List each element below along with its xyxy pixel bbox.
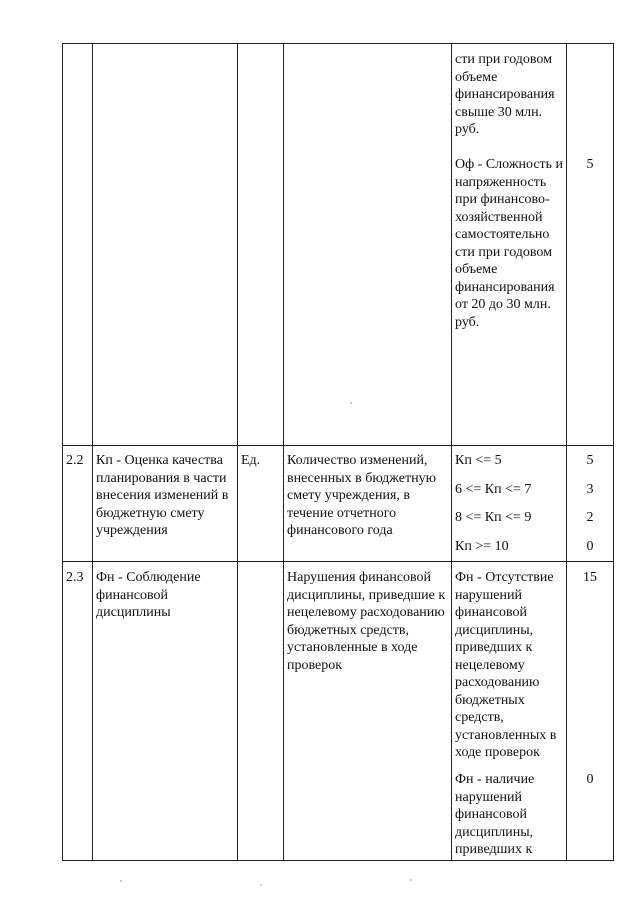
column-divider-4 [451,43,452,861]
criteria-text: Оф - Сложность и напряженность при финансово-хозяйственной самостоятельно сти при годовом объеме финансирования от 20 до 30 млн. руб. [455,157,564,330]
row-2-2-description: Количество изменений, внесенных в бюджетную смету учреждения, в течение отчетного финансового года [287,453,437,538]
row-2-3-criterion-1: Фн - Отсутствие нарушений финансовой дисциплины, приведших к нецелевому расходованию бюджетных средств, установленных в ходе проверок [455,570,557,760]
score-value: 5 [586,157,594,172]
column-divider-3 [283,43,284,861]
row-2-2-criterion-1: Кп <= 5 [455,453,502,468]
continuation-criteria-text-1 [455,51,565,139]
scan-speck [120,880,122,882]
row-2-2-number: 2.2 [66,453,84,468]
row-2-2-score-4: 0 [586,539,594,554]
row-2-3-number: 2.3 [66,570,84,585]
row-2-3-criterion-2: Фн - наличие нарушений финансовой дисциплины, приведших к [455,772,535,857]
scan-speck [410,879,412,881]
table-left-border [62,43,63,861]
row-2-3-name: Фн - Соблюдение финансовой дисциплины [96,570,201,620]
scan-speck [260,884,262,886]
row-2-2-score-2: 3 [586,482,594,497]
continuation-score-2 [567,156,613,174]
column-divider-1 [92,43,93,861]
column-divider-2 [237,43,238,861]
row-2-2-criterion-4: Кп >= 10 [455,539,509,554]
row-2-3-score-1: 15 [583,570,597,585]
row-2-3-score-2: 0 [586,772,594,787]
scan-speck [350,402,352,404]
table-right-border [613,43,614,861]
row-2-2-score-3: 2 [586,510,594,525]
row-2-2-top-border [62,445,614,446]
row-2-2-score-1: 5 [586,453,594,468]
table-bottom-border [62,860,614,861]
row-2-3-top-border [62,561,614,562]
row-2-2-unit: Ед. [241,453,261,468]
continuation-criteria-text-2 [455,156,565,331]
row-2-2-criterion-3: 8 <= Кп <= 9 [455,510,532,525]
row-2-3-description: Нарушения финансовой дисциплины, приведшие к нецелевому расходованию бюджетных средств, установленные в ходе проверок [287,570,446,673]
criteria-text: сти при годовом объеме финансирования свыше 30 млн. руб. [455,52,555,137]
table-top-border [62,43,614,44]
row-2-2-name: Кп - Оценка качества планирования в части внесения изменений в бюджетную смету учреждения [96,453,229,538]
row-2-2-criterion-2: 6 <= Кп <= 7 [455,482,532,497]
